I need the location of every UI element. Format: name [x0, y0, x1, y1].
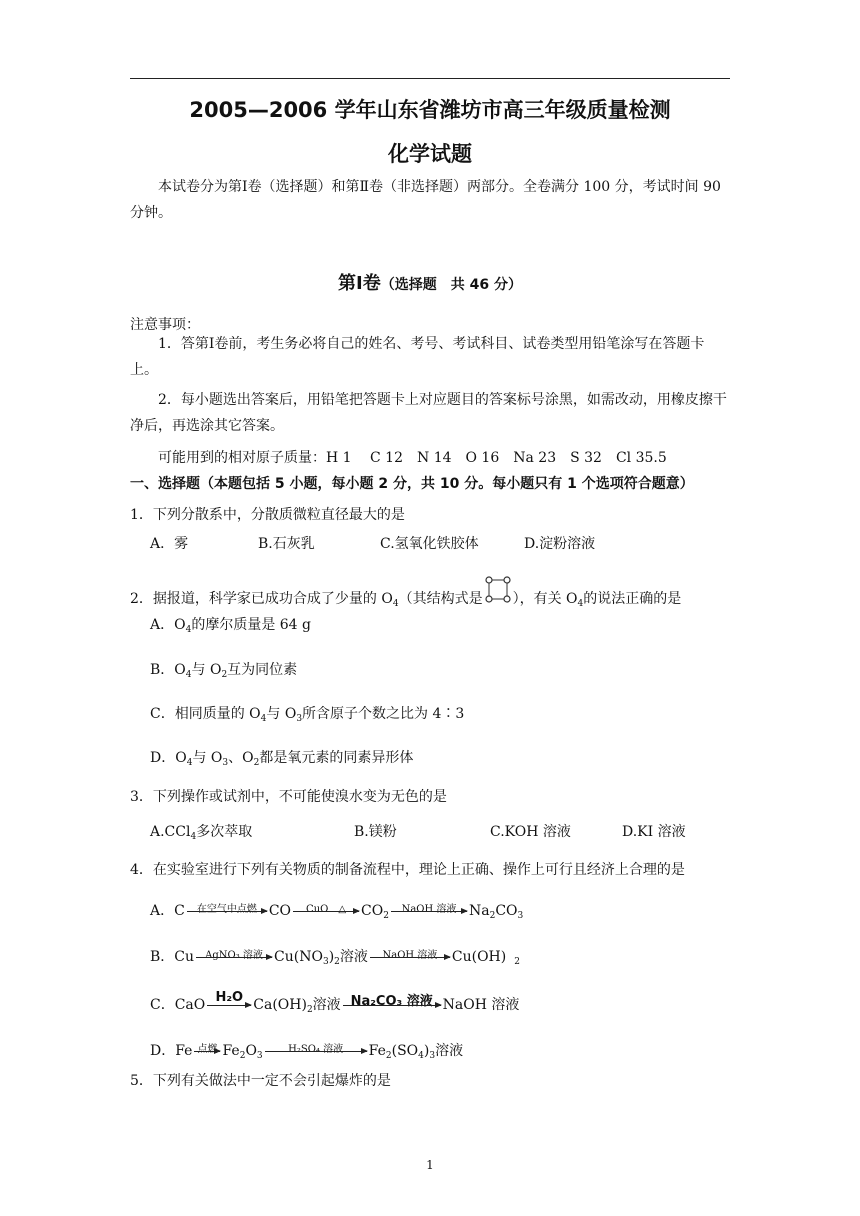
subscript: 4	[185, 625, 192, 635]
formula: Cu(NO	[274, 949, 323, 965]
formula: 溶液	[435, 1043, 464, 1059]
option-text: 、O	[228, 750, 254, 766]
option-text: 与 O	[266, 706, 297, 722]
subscript: 3	[429, 1051, 436, 1061]
arrow-label: CuO △	[306, 904, 347, 915]
subscript: 2	[306, 1005, 313, 1015]
subscript: 4	[418, 1051, 424, 1061]
q2-option-b	[150, 659, 297, 680]
formula: 溶液	[312, 997, 341, 1013]
formula: Cu(OH)	[451, 949, 507, 965]
question-3-stem: 3．下列操作或试剂中，不可能使溴水变为无色的是	[130, 789, 447, 805]
arrow-icon	[391, 911, 467, 912]
subscript: 2	[334, 957, 340, 967]
arrow-label: NaOH 溶液	[382, 950, 438, 961]
formula: Cu	[174, 949, 195, 965]
formula: CaO	[174, 997, 206, 1013]
q1-option-d: D.淀粉溶液	[524, 536, 596, 552]
option-text: 与 O	[192, 750, 223, 766]
formula: C	[174, 903, 185, 919]
q2-option-a	[150, 614, 311, 635]
option-text: A．O	[150, 617, 186, 633]
subscript: 3	[256, 1051, 263, 1061]
arrow-icon	[370, 957, 450, 958]
subscript: 4	[392, 599, 399, 609]
notice-item-1: 1．答第Ⅰ卷前，考生务必将自己的姓名、考号、考试科目、试卷类型用铅笔涂写在答题卡上。	[130, 336, 705, 378]
subscript: 3	[517, 911, 524, 921]
subscript: 4	[186, 758, 193, 768]
atomic-masses: 可能用到的相对原子质量：H 1 C 12 N 14 O 16 Na 23 S 32 Cl 35.5	[158, 450, 667, 466]
option-text: 与 O	[191, 662, 222, 678]
formula: )	[328, 949, 335, 965]
arrow-label: 在空气中点燃	[196, 904, 257, 915]
part-heading: 一、选择题（本题包括 5 小题，每小题 2 分，共 10 分。每小题只有 1 个选项符合题意）	[130, 476, 694, 492]
formula: Fe	[368, 1043, 386, 1059]
subscript: 2	[383, 911, 389, 921]
q2-stem-part: （其结构式是	[398, 591, 483, 607]
subscript: 4	[190, 832, 197, 842]
formula: NaOH 溶液	[442, 997, 520, 1013]
arrow-icon	[187, 911, 267, 912]
subscript: 2	[239, 1051, 246, 1061]
subscript: 3	[222, 758, 229, 768]
q2-stem-part: 2．据报道，科学家已成功合成了少量的 O	[130, 591, 393, 607]
subscript: 2	[253, 758, 260, 768]
q3-option-b: B.镁粉	[354, 824, 397, 840]
section-heading-sub: （选择题 共 46 分）	[380, 277, 522, 293]
option-text: 互为同位素	[227, 662, 298, 678]
subscript: 3	[296, 714, 303, 724]
q4-option-a	[150, 900, 523, 921]
page-number: 1	[426, 1158, 434, 1172]
notice-title: 注意事项：	[130, 317, 200, 333]
arrow-label: 点燃	[197, 1044, 218, 1055]
section-heading-main: 第Ⅰ卷	[338, 273, 381, 294]
question-5-stem: 5．下列有关做法中一定不会引起爆炸的是	[130, 1073, 391, 1089]
subscript: 2	[489, 911, 496, 921]
q2-option-c	[150, 703, 464, 724]
arrow-icon	[207, 1005, 251, 1006]
arrow-label: H₂SO₄ 溶液	[288, 1044, 344, 1055]
subscript: 3	[322, 957, 329, 967]
option-text: 所含原子个数之比为 4∶3	[302, 706, 465, 722]
option-label: B．	[150, 949, 175, 965]
formula: O	[245, 1043, 257, 1059]
section-heading	[0, 269, 860, 295]
formula: CO	[268, 903, 292, 919]
formula: CO	[361, 903, 384, 919]
option-text: A.CCl	[150, 824, 191, 840]
formula: 溶液	[339, 949, 368, 965]
arrow-label: Na₂CO₃ 溶液	[350, 994, 433, 1009]
option-text: 的摩尔质量是 64 g	[191, 617, 312, 633]
q3-option-c: C.KOH 溶液	[490, 824, 571, 840]
formula: Na	[468, 903, 490, 919]
subscript: 4	[185, 670, 192, 680]
formula: Fe	[175, 1043, 193, 1059]
exam-subject-title: 化学试题	[388, 142, 472, 166]
q1-option-b: B.石灰乳	[258, 536, 315, 552]
subscript: 4	[577, 599, 584, 609]
question-2-stem	[130, 575, 681, 609]
arrow-label: H₂O	[215, 990, 244, 1005]
top-rule	[130, 78, 730, 79]
question-4-stem: 4．在实验室进行下列有关物质的制备流程中，理论上正确、操作上可行且经济上合理的是	[130, 862, 685, 878]
q4-option-b	[150, 946, 520, 967]
option-label: D．	[150, 1043, 176, 1059]
arrow-label: AgNO₃ 溶液	[205, 950, 263, 961]
o4-structure-icon	[483, 575, 513, 605]
q2-stem-part: 的说法正确的是	[583, 591, 682, 607]
arrow-icon	[293, 911, 359, 912]
formula: (SO	[391, 1043, 419, 1059]
arrow-icon	[265, 1051, 367, 1052]
option-text: D．O	[150, 750, 187, 766]
subscript: 2	[221, 670, 228, 680]
q2-stem-part: ），有关 O	[512, 591, 578, 607]
question-1-stem: 1．下列分散系中，分散质微粒直径最大的是	[130, 507, 405, 523]
subscript: 2	[514, 957, 520, 967]
arrow-icon	[194, 1051, 220, 1052]
formula: Ca(OH)	[253, 997, 307, 1013]
q1-option-a: A．雾	[150, 536, 189, 552]
q2-option-d	[150, 747, 413, 768]
option-text: 都是氧元素的同素异形体	[259, 750, 414, 766]
exam-title: 2005—2006 学年山东省潍坊市高三年级质量检测	[189, 98, 671, 122]
q4-option-c	[150, 990, 520, 1015]
q3-option-a	[150, 821, 252, 842]
subscript: 2	[385, 1051, 392, 1061]
arrow-icon	[196, 957, 272, 958]
option-label: C．	[150, 997, 175, 1013]
formula: Fe	[222, 1043, 240, 1059]
q3-option-d: D.KI 溶液	[622, 824, 686, 840]
intro-paragraph: 本试卷分为第Ⅰ卷（选择题）和第Ⅱ卷（非选择题）两部分。全卷满分 100 分，考试时间 90 分钟。	[130, 179, 721, 221]
formula: )	[423, 1043, 430, 1059]
arrow-label: NaOH 溶液	[401, 904, 457, 915]
formula: CO	[495, 903, 518, 919]
notice-item-2: 2．每小题选出答案后，用铅笔把答题卡上对应题目的答案标号涂黑，如需改动，用橡皮擦干净后，再选涂其它答案。	[130, 392, 727, 434]
q1-option-c: C.氢氧化铁胶体	[380, 536, 479, 552]
option-text: C．相同质量的 O	[150, 706, 261, 722]
option-label: A．	[150, 903, 175, 919]
q4-option-d	[150, 1040, 463, 1061]
subscript: 4	[260, 714, 267, 724]
option-text: B．O	[150, 662, 186, 678]
option-text: 多次萃取	[196, 824, 253, 840]
arrow-icon	[343, 1005, 441, 1006]
